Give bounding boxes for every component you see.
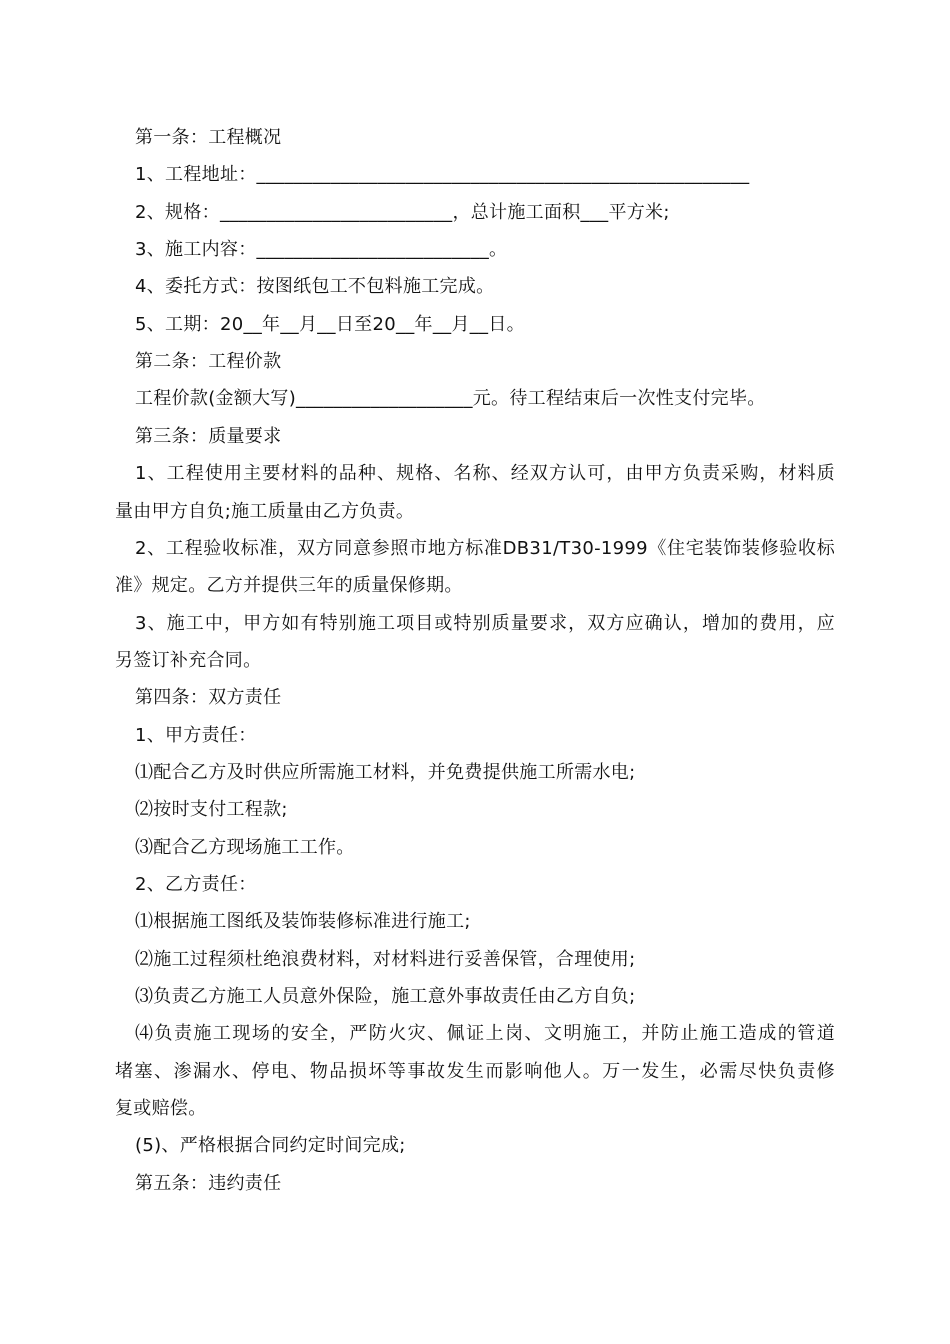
- party-b-item-4-line-3: 复或赔偿。: [115, 1098, 207, 1119]
- construction-period-line: 5、工期：20__年__月__日至20__年__月__日。: [135, 314, 525, 335]
- project-price-line: 工程价款(金额大写)___________________元。待工程结束后一次性支付完毕。: [135, 388, 766, 409]
- quality-clause-1-line-2: 量由甲方自负;施工质量由乙方负责。: [115, 501, 415, 522]
- party-b-item-4-line-2: 堵塞、渗漏水、停电、物品损坏等事故发生而影响他人。万一发生，必需尽快负责修: [115, 1061, 835, 1082]
- party-b-heading: 2、乙方责任：: [135, 874, 257, 895]
- party-a-item-1: ⑴配合乙方及时供应所需施工材料，并免费提供施工所需水电;: [135, 762, 636, 783]
- article-2-heading: 第二条：工程价款: [135, 351, 282, 372]
- quality-clause-2-line-2: 准》规定。乙方并提供三年的质量保修期。: [115, 575, 463, 596]
- article-5-heading: 第五条：违约责任: [135, 1173, 282, 1194]
- quality-clause-1-line-1: 1、工程使用主要材料的品种、规格、名称、经双方认可，由甲方负责采购，材料质: [135, 463, 835, 484]
- article-1-heading: 第一条：工程概况: [135, 127, 282, 148]
- party-a-heading: 1、甲方责任：: [135, 725, 257, 746]
- project-address-line: 1、工程地址：_____________________________________________________: [135, 164, 750, 185]
- party-b-item-1: ⑴根据施工图纸及装饰装修标准进行施工;: [135, 911, 471, 932]
- commission-method-line: 4、委托方式：按图纸包工不包料施工完成。: [135, 276, 495, 297]
- article-3-heading: 第三条：质量要求: [135, 426, 282, 447]
- party-b-item-4-line-1: ⑷负责施工现场的安全，严防火灾、佩证上岗、文明施工，并防止施工造成的管道: [135, 1023, 835, 1044]
- party-a-item-2: ⑵按时支付工程款;: [135, 799, 288, 820]
- construction-content-line: 3、施工内容：_________________________。: [135, 239, 508, 260]
- quality-clause-3-line-2: 另签订补充合同。: [115, 650, 262, 671]
- party-a-item-3: ⑶配合乙方现场施工工作。: [135, 837, 355, 858]
- party-b-item-3: ⑶负责乙方施工人员意外保险，施工意外事故责任由乙方自负;: [135, 986, 636, 1007]
- party-b-item-5: (5)、严格根据合同约定时间完成;: [135, 1135, 406, 1156]
- article-4-heading: 第四条：双方责任: [135, 687, 282, 708]
- party-b-item-2: ⑵施工过程须杜绝浪费材料，对材料进行妥善保管，合理使用;: [135, 949, 636, 970]
- quality-clause-3-line-1: 3、施工中，甲方如有特别施工项目或特别质量要求，双方应确认，增加的费用，应: [135, 613, 835, 634]
- quality-clause-2-line-1: 2、工程验收标准，双方同意参照市地方标准DB31/T30-1999《住宅装饰装修验收标: [135, 538, 835, 559]
- specification-line: 2、规格：_________________________，总计施工面积___平方米;: [135, 202, 670, 223]
